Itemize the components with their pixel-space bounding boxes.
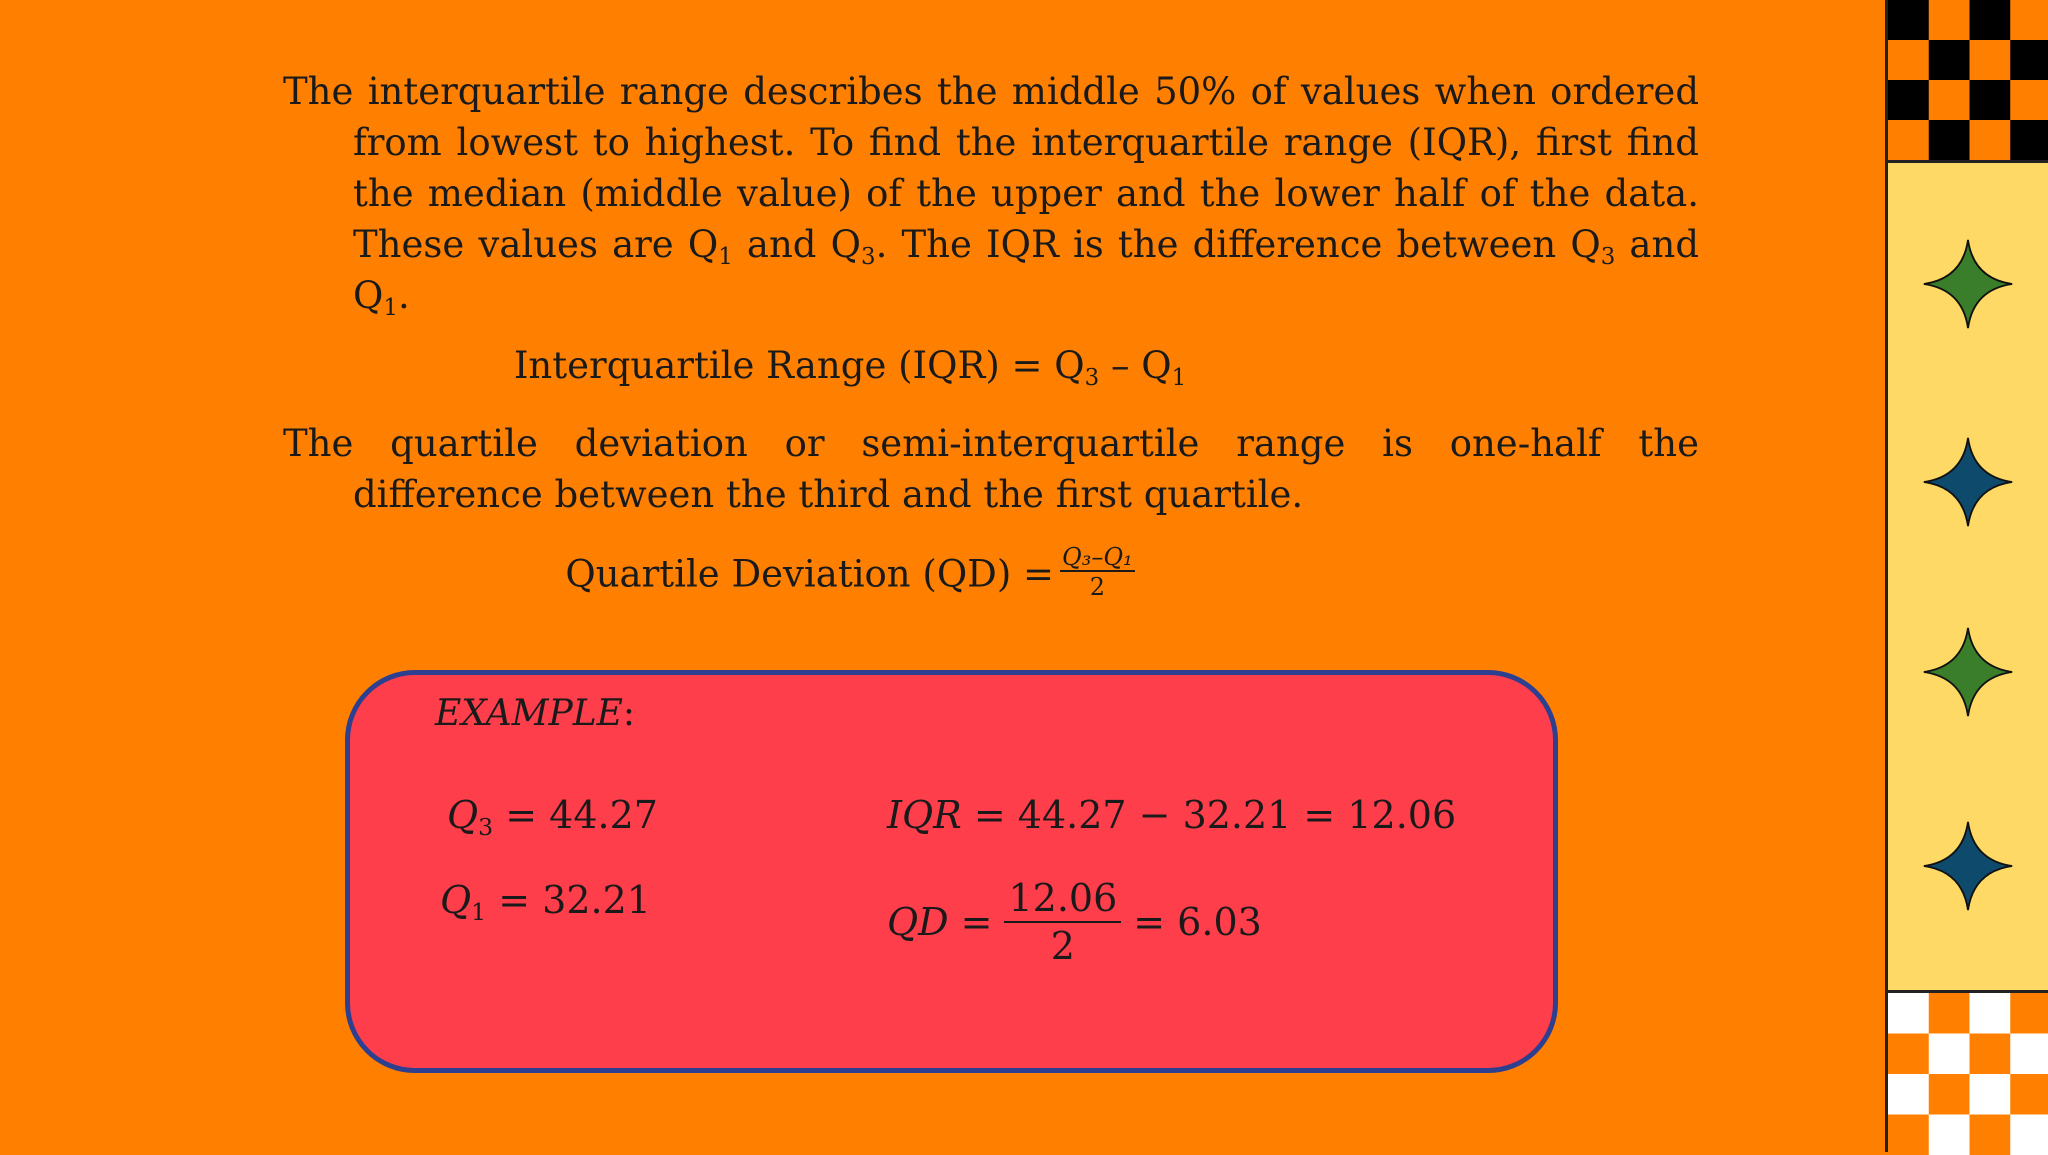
iqr-description-paragraph [283,66,1699,321]
qd-description-paragraph: The quartile deviation or semi-interquartile range is one-half the difference between the third and the first quartile. [283,418,1699,520]
fraction-numerator: Q₃–Q₁ [1060,544,1135,572]
text-run: and Q [353,223,1699,317]
checker-pattern-top [1888,0,2048,163]
text-run: and Q [733,223,861,266]
example-label-colon: : [623,693,635,734]
value: = 44.27 [493,793,658,837]
fraction-denominator: 2 [1051,923,1075,969]
formula-lhs: Interquartile Range (IQR) = Q [514,344,1085,387]
qd-formula [0,548,1700,606]
fraction-denominator: 2 [1090,572,1105,602]
formula-lhs: Quartile Deviation (QD) = [565,553,1054,596]
decorative-side-strip [1885,0,2048,1152]
value: = 32.21 [486,878,651,922]
result: = 6.03 [1133,900,1262,944]
variable: Q [440,878,471,922]
green-star-icon [1922,626,2014,718]
qd-fraction [1004,875,1121,969]
subscript: 3 [478,813,493,841]
variable: Q [447,793,478,837]
example-label [435,693,635,734]
equals: = [961,900,993,944]
navy-star-icon [1922,820,2014,912]
example-box [345,670,1558,1073]
expression: = 44.27 − 32.21 = 12.06 [962,793,1456,837]
checker-pattern-bottom [1888,990,2048,1155]
green-star-icon [1922,238,2014,330]
iqr-formula [0,344,1700,387]
variable: QD [887,900,949,944]
example-qd-calc [887,875,1262,969]
text-run: The interquartile range describes the middle 50% of values when ordered from lowest to highest. To find the interquartile range (IQR), first find the median (middle value) of the upper and the lower half of the data. These values are Q [283,70,1699,266]
subscript: 1 [1172,365,1187,391]
subscript: 3 [861,244,876,270]
subscript: 1 [471,898,486,926]
subscript: 3 [1085,365,1100,391]
qd-fraction [1060,544,1135,602]
text-run: . The IQR is the difference between Q [876,223,1601,266]
example-iqr-calc [887,793,1456,837]
text-run: . [398,274,410,317]
subscript: 1 [718,244,733,270]
subscript: 1 [383,295,398,321]
example-q1 [440,878,651,922]
variable: IQR [887,793,962,837]
formula-mid: – Q [1099,344,1171,387]
subscript: 3 [1601,244,1616,270]
example-label-text: EXAMPLE [435,693,623,734]
fraction-numerator: 12.06 [1004,875,1121,923]
navy-star-icon [1922,436,2014,528]
example-q3 [447,793,658,837]
